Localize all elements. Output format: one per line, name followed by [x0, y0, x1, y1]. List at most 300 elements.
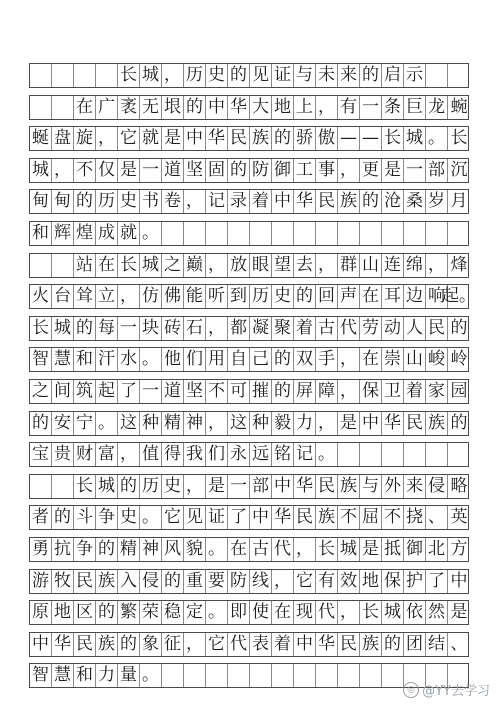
- grid-cell: 它: [294, 570, 316, 593]
- grid-cell: 沉: [450, 159, 468, 180]
- grid-cell: 安: [52, 412, 74, 435]
- grid-cell: [74, 64, 96, 87]
- grid-cell: 防: [228, 570, 250, 593]
- grid-cell: ，: [162, 64, 184, 87]
- grid-cell: 这: [118, 412, 140, 435]
- grid-cell: 的: [118, 633, 140, 656]
- grid-cell: 我: [184, 443, 206, 466]
- grid-cell: 着: [272, 633, 294, 656]
- grid-cell: 响: [426, 285, 448, 308]
- grid-cell: 者: [30, 506, 52, 529]
- grid-cell: 一: [360, 96, 382, 119]
- grid-cell: 中: [360, 412, 382, 435]
- grid-cell: 是: [360, 538, 382, 561]
- grid-cell: 民: [404, 412, 426, 435]
- grid-cell: 方: [450, 539, 468, 559]
- grid-cell: 聚: [272, 317, 294, 340]
- grid-cell: 。: [426, 127, 448, 150]
- grid-cell: 长: [118, 254, 140, 277]
- grid-cell: 障: [316, 380, 338, 403]
- grid-cell: 史: [206, 64, 228, 87]
- grid-cell: [426, 443, 448, 466]
- grid-cell: 一: [140, 380, 162, 403]
- grid-cell: 宁: [74, 412, 96, 435]
- grid-cell: 荣: [140, 601, 162, 624]
- grid-cell: 有: [338, 96, 360, 119]
- grid-cell: 见: [184, 506, 206, 529]
- grid-cell: 历: [250, 285, 272, 308]
- grid-row: [29, 537, 469, 562]
- grid-cell: 的: [96, 601, 118, 624]
- grid-cell: —: [338, 127, 360, 150]
- grid-cell: 重: [184, 570, 206, 593]
- grid-cell: 垠: [162, 96, 184, 119]
- grid-cell: [96, 64, 118, 87]
- grid-cell: 一: [140, 159, 162, 182]
- grid-cell: ，: [184, 633, 206, 656]
- grid-cell: 是: [162, 127, 184, 150]
- grid-cell: 崇: [382, 348, 404, 371]
- grid-cell: [316, 664, 338, 687]
- grid-cell: 了: [228, 506, 250, 529]
- grid-cell: 着: [404, 380, 426, 403]
- grid-cell: 华: [294, 475, 316, 498]
- grid-row: [29, 221, 469, 246]
- grid-cell: 城: [382, 601, 404, 624]
- grid-cell: 民: [426, 317, 448, 340]
- grid-cell: 与: [294, 64, 316, 87]
- grid-cell: 边: [404, 285, 426, 308]
- grid-cell: 佛: [162, 285, 184, 308]
- grid-cell: 抗: [52, 538, 74, 561]
- camera-icon: ◎: [403, 682, 419, 698]
- grid-cell: 成: [96, 222, 118, 245]
- grid-cell: 侵: [426, 475, 448, 498]
- grid-cell: [30, 96, 52, 119]
- grid-cell: 的: [74, 317, 96, 340]
- grid-cell: 们: [206, 443, 228, 466]
- grid-row: [29, 158, 469, 183]
- grid-cell: ，: [316, 412, 338, 435]
- grid-cell: 手: [316, 348, 338, 371]
- grid-cell: 长: [360, 601, 382, 624]
- grid-cell: 保: [382, 570, 404, 593]
- grid-cell: 团: [404, 633, 426, 656]
- grid-cell: ，: [338, 159, 360, 182]
- grid-cell: 旋: [74, 127, 96, 150]
- grid-cell: 之: [162, 254, 184, 277]
- grid-cell: 去: [294, 254, 316, 277]
- grid-cell: 争: [96, 506, 118, 529]
- grid-cell: 是: [206, 475, 228, 498]
- grid-cell: 起。: [442, 286, 476, 307]
- grid-cell: 侵: [140, 570, 162, 593]
- grid-cell: 的: [272, 127, 294, 150]
- grid-cell: 城: [404, 127, 426, 150]
- grid-cell: 来: [338, 64, 360, 87]
- grid-cell: ，: [118, 443, 140, 466]
- grid-cell: 貌: [184, 538, 206, 561]
- grid-cell: 水: [118, 348, 140, 371]
- grid-cell: 征: [162, 633, 184, 656]
- grid-cell: ，: [316, 254, 338, 277]
- grid-cell: 石: [184, 317, 206, 340]
- grid-cell: 的: [52, 506, 74, 529]
- grid-cell: 即: [228, 601, 250, 624]
- grid-cell: 抵: [382, 538, 404, 561]
- grid-cell: 远: [250, 443, 272, 466]
- grid-cell: ，: [206, 412, 228, 435]
- grid-cell: 巨: [404, 96, 426, 119]
- grid-cell: 长: [118, 64, 140, 87]
- grid-cell: 的: [228, 159, 250, 182]
- grid-cell: 线: [250, 570, 272, 593]
- grid-cell: [426, 222, 448, 245]
- grid-cell: 。: [316, 443, 338, 466]
- grid-cell: [162, 664, 184, 687]
- grid-cell: 地: [52, 601, 74, 624]
- grid-cell: 摧: [250, 380, 272, 403]
- grid-cell: 效: [338, 570, 360, 593]
- grid-cell: 仿: [140, 285, 162, 308]
- grid-cell: [360, 443, 382, 466]
- grid-cell: 代: [338, 317, 360, 340]
- grid-cell: 工: [294, 159, 316, 182]
- grid-cell: 不: [338, 506, 360, 529]
- grid-cell: [184, 664, 206, 687]
- grid-cell: 历: [140, 475, 162, 498]
- grid-cell: 骄: [294, 127, 316, 150]
- grid-cell: 的: [118, 475, 140, 498]
- grid-cell: [228, 664, 250, 687]
- grid-cell: 来: [404, 475, 426, 498]
- grid-row: [29, 569, 469, 594]
- grid-cell: [52, 96, 74, 119]
- grid-row: [29, 474, 469, 499]
- grid-cell: 甸: [30, 190, 52, 213]
- grid-cell: 北: [426, 538, 448, 561]
- grid-cell: 史: [272, 285, 294, 308]
- grid-cell: 族: [338, 475, 360, 498]
- grid-cell: 自: [228, 348, 250, 371]
- grid-cell: 它: [206, 633, 228, 656]
- grid-cell: 未: [316, 64, 338, 87]
- grid-cell: 事: [316, 159, 338, 182]
- grid-cell: 山: [404, 348, 426, 371]
- grid-cell: 道: [162, 380, 184, 403]
- grid-cell: 。: [140, 222, 162, 245]
- grid-cell: 民: [74, 633, 96, 656]
- grid-cell: 。: [96, 412, 118, 435]
- grid-row: [29, 442, 469, 467]
- grid-cell: 更: [360, 159, 382, 182]
- grid-cell: 、: [426, 506, 448, 529]
- grid-cell: 部: [426, 159, 448, 182]
- grid-cell: ，: [184, 190, 206, 213]
- grid-cell: 袤: [118, 96, 140, 119]
- grid-cell: 的: [360, 190, 382, 213]
- grid-cell: 民: [228, 127, 250, 150]
- grid-cell: 值: [140, 443, 162, 466]
- grid-cell: 华: [382, 412, 404, 435]
- grid-cell: 屈: [360, 506, 382, 529]
- grid-cell: ，: [316, 96, 338, 119]
- grid-cell: 辉: [52, 222, 74, 245]
- grid-cell: 区: [74, 601, 96, 624]
- grid-cell: 华: [228, 96, 250, 119]
- grid-cell: 稳: [162, 601, 184, 624]
- grid-row: [29, 411, 469, 436]
- grid-cell: 。: [140, 506, 162, 529]
- grid-cell: 长: [316, 538, 338, 561]
- grid-cell: 长: [382, 127, 404, 150]
- grid-cell: 慧: [52, 348, 74, 371]
- grid-cell: 。: [206, 538, 228, 561]
- grid-cell: 坚: [184, 380, 206, 403]
- grid-cell: [162, 222, 184, 245]
- grid-cell: 族: [360, 633, 382, 656]
- grid-cell: 城: [140, 254, 162, 277]
- grid-cell: [206, 222, 228, 245]
- grid-row: [29, 95, 469, 120]
- grid-cell: 一: [118, 317, 140, 340]
- grid-cell: [228, 222, 250, 245]
- grid-cell: 斗: [74, 506, 96, 529]
- grid-cell: [272, 664, 294, 687]
- grid-cell: 中: [30, 633, 52, 656]
- grid-cell: 示: [404, 64, 426, 87]
- grid-cell: 。: [140, 664, 162, 687]
- grid-cell: ，: [294, 538, 316, 561]
- grid-cell: 在: [228, 538, 250, 561]
- grid-cell: 道: [162, 159, 184, 182]
- grid-cell: 的: [184, 96, 206, 119]
- grid-cell: 间: [52, 380, 74, 403]
- grid-cell: 甸: [52, 190, 74, 213]
- grid-cell: 勇: [30, 538, 52, 561]
- grid-cell: 在: [360, 348, 382, 371]
- grid-cell: —: [360, 127, 382, 150]
- grid-cell: 不: [382, 506, 404, 529]
- grid-cell: 民: [74, 570, 96, 593]
- grid-cell: 中: [184, 127, 206, 150]
- grid-cell: 无: [140, 96, 162, 119]
- grid-cell: 的: [74, 190, 96, 213]
- grid-cell: [30, 254, 52, 277]
- grid-cell: 桑: [404, 190, 426, 213]
- grid-cell: 的: [360, 64, 382, 87]
- grid-cell: 是: [382, 159, 404, 182]
- grid-cell: 与: [360, 475, 382, 498]
- grid-cell: ，: [338, 601, 360, 624]
- grid-cell: 是: [118, 159, 140, 182]
- grid-cell: 智: [30, 664, 52, 687]
- grid-cell: 在: [74, 96, 96, 119]
- grid-cell: ，: [96, 127, 118, 150]
- grid-cell: 连: [382, 254, 404, 277]
- grid-cell: 卫: [382, 380, 404, 403]
- grid-cell: 可: [228, 380, 250, 403]
- grid-row: [29, 347, 469, 372]
- grid-cell: 有: [316, 570, 338, 593]
- grid-cell: 精: [118, 538, 140, 561]
- grid-cell: 古: [250, 538, 272, 561]
- grid-cell: 仅: [96, 159, 118, 182]
- grid-cell: 劳: [360, 317, 382, 340]
- grid-cell: 象: [140, 633, 162, 656]
- grid-cell: 挠: [404, 506, 426, 529]
- grid-cell: 启: [382, 64, 404, 87]
- grid-cell: 。: [206, 601, 228, 624]
- grid-cell: 华: [294, 190, 316, 213]
- grid-cell: 的: [96, 538, 118, 561]
- grid-cell: 了: [426, 570, 448, 593]
- grid-cell: 长: [74, 475, 96, 498]
- grid-cell: 城: [140, 64, 162, 87]
- grid-row: [29, 505, 469, 530]
- grid-cell: 部: [250, 475, 272, 498]
- grid-cell: 块: [140, 317, 162, 340]
- grid-cell: 中: [206, 96, 228, 119]
- grid-cell: 御: [272, 159, 294, 182]
- grid-cell: [316, 222, 338, 245]
- grid-cell: ，: [272, 570, 294, 593]
- grid-cell: 见: [250, 64, 272, 87]
- grid-cell: [382, 222, 404, 245]
- grid-row: [29, 63, 469, 88]
- grid-cell: 盘: [52, 127, 74, 150]
- grid-cell: 的: [294, 285, 316, 308]
- grid-cell: 望: [272, 254, 294, 277]
- grid-cell: 游: [30, 570, 52, 593]
- grid-row: [29, 600, 469, 625]
- grid-cell: 定: [184, 601, 206, 624]
- grid-cell: 神: [140, 538, 162, 561]
- grid-cell: 双: [294, 348, 316, 371]
- grid-cell: 史: [118, 190, 140, 213]
- grid-cell: 书: [140, 190, 162, 213]
- grid-cell: 和: [74, 664, 96, 687]
- grid-cell: 记: [294, 443, 316, 466]
- grid-cell: 中: [250, 506, 272, 529]
- grid-cell: 略: [450, 475, 468, 496]
- grid-cell: 着: [294, 317, 316, 340]
- grid-cell: ，: [206, 254, 228, 277]
- grid-cell: 山: [360, 254, 382, 277]
- grid-cell: 量: [118, 664, 140, 687]
- grid-cell: [426, 64, 448, 87]
- grid-cell: 地: [272, 96, 294, 119]
- grid-cell: 证: [272, 64, 294, 87]
- grid-cell: 就: [140, 127, 162, 150]
- grid-cell: 防: [250, 159, 272, 182]
- grid-cell: 争: [74, 538, 96, 561]
- grid-cell: 古: [316, 317, 338, 340]
- grid-cell: 上: [294, 96, 316, 119]
- grid-cell: 史: [118, 506, 140, 529]
- grid-cell: 智: [30, 348, 52, 371]
- grid-cell: 永: [228, 443, 250, 466]
- grid-cell: 在: [272, 601, 294, 624]
- grid-cell: 固: [206, 159, 228, 182]
- grid-cell: 在: [96, 254, 118, 277]
- grid-cell: 耸: [74, 285, 96, 308]
- grid-cell: 起: [96, 380, 118, 403]
- grid-cell: 中: [272, 475, 294, 498]
- grid-cell: 之: [30, 380, 52, 403]
- grid-cell: [382, 664, 404, 687]
- grid-cell: 的: [162, 570, 184, 593]
- grid-cell: ，: [426, 254, 448, 277]
- grid-cell: 不: [74, 159, 96, 182]
- grid-cell: 广: [96, 96, 118, 119]
- grid-cell: 站: [74, 254, 96, 277]
- grid-cell: [360, 222, 382, 245]
- grid-cell: 就: [118, 222, 140, 245]
- grid-cell: 的: [272, 348, 294, 371]
- grid-cell: 城: [96, 475, 118, 498]
- grid-cell: 神: [184, 412, 206, 435]
- grid-cell: ，: [206, 317, 228, 340]
- grid-row: [29, 126, 469, 151]
- grid-cell: 华: [52, 633, 74, 656]
- grid-cell: 绵: [404, 254, 426, 277]
- grid-cell: 华: [206, 127, 228, 150]
- grid-cell: 铭: [272, 443, 294, 466]
- grid-cell: ，: [52, 159, 74, 182]
- grid-cell: 毅: [272, 412, 294, 435]
- grid-cell: 煌: [74, 222, 96, 245]
- grid-cell: 城: [30, 159, 52, 182]
- grid-cell: [52, 475, 74, 498]
- grid-cell: 保: [360, 380, 382, 403]
- grid-cell: 们: [184, 348, 206, 371]
- grid-cell: 录: [228, 190, 250, 213]
- grid-cell: [250, 664, 272, 687]
- grid-cell: 历: [96, 190, 118, 213]
- grid-cell: 护: [404, 570, 426, 593]
- grid-cell: [448, 443, 470, 466]
- grid-cell: 表: [250, 633, 272, 656]
- grid-cell: 台: [52, 285, 74, 308]
- grid-cell: 要: [206, 570, 228, 593]
- grid-cell: 族: [338, 190, 360, 213]
- grid-cell: 它: [162, 506, 184, 529]
- grid-cell: 城: [338, 538, 360, 561]
- grid-cell: 华: [272, 506, 294, 529]
- grid-cell: 一: [404, 159, 426, 182]
- grid-cell: 眼: [250, 254, 272, 277]
- grid-cell: ，: [118, 285, 140, 308]
- grid-cell: [338, 222, 360, 245]
- grid-cell: 牧: [52, 570, 74, 593]
- grid-cell: 这: [228, 412, 250, 435]
- grid-cell: 的: [382, 633, 404, 656]
- grid-cell: 人: [404, 317, 426, 340]
- grid-cell: 蜒: [30, 127, 52, 150]
- grid-cell: 富: [96, 443, 118, 466]
- grid-cell: 代: [272, 538, 294, 561]
- grid-cell: 种: [250, 412, 272, 435]
- grid-cell: 是: [450, 602, 468, 623]
- grid-cell: 坚: [184, 159, 206, 182]
- grid-cell: 华: [316, 633, 338, 656]
- grid-cell: [250, 222, 272, 245]
- grid-cell: [272, 222, 294, 245]
- grid-cell: 史: [162, 475, 184, 498]
- grid-cell: 繁: [118, 601, 140, 624]
- grid-cell: 长: [30, 317, 52, 340]
